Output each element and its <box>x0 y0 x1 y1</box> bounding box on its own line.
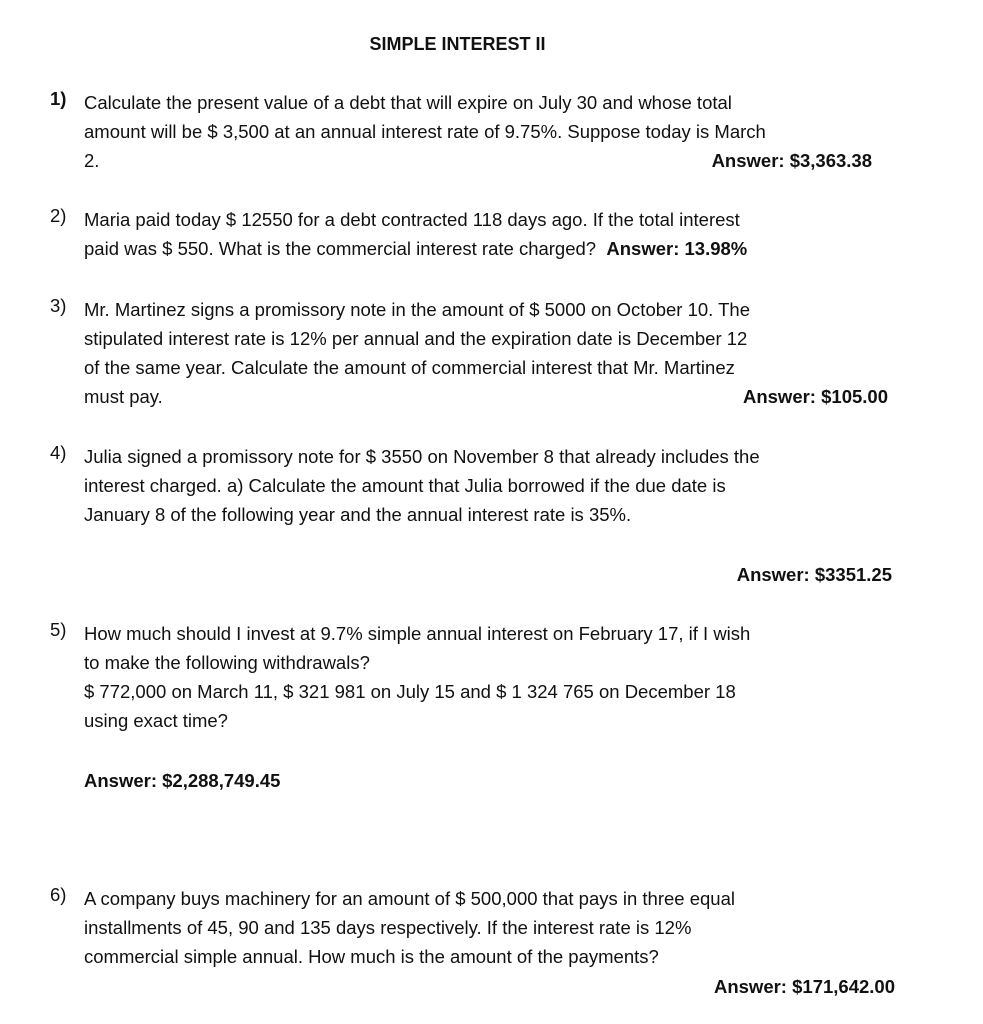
document-title: SIMPLE INTEREST II <box>369 34 546 54</box>
question-text-line: Calculate the present value of a debt that will expire on July 30 and whose total <box>84 92 732 113</box>
question-text-line: interest charged. a) Calculate the amount that Julia borrowed if the due date is <box>84 475 726 496</box>
answer: Answer: 13.98% <box>606 238 748 259</box>
question-number: 1) <box>50 88 67 109</box>
question-number: 6) <box>50 884 67 905</box>
question-text-line: commercial simple annual. How much is the amount of the payments? <box>84 946 659 967</box>
question-4 <box>50 442 910 585</box>
question-text-line: to make the following withdrawals? <box>84 652 370 673</box>
question-5 <box>50 619 910 791</box>
answer: Answer: $3351.25 <box>736 564 892 585</box>
question-number: 2) <box>50 205 67 226</box>
question-6 <box>50 884 910 997</box>
question-text-line: How much should I invest at 9.7% simple annual interest on February 17, if I wish <box>84 623 751 644</box>
question-text-line: Mr. Martinez signs a promissory note in the amount of $ 5000 on October 10. The <box>84 299 751 320</box>
question-text-line: A company buys machinery for an amount of $ 500,000 that pays in three equal <box>84 888 735 909</box>
question-text-line: Julia signed a promissory note for $ 3550 on November 8 that already includes the <box>84 446 760 467</box>
question-text-line: installments of 45, 90 and 135 days respectively. If the interest rate is 12% <box>84 917 692 938</box>
question-text-line: Maria paid today $ 12550 for a debt contracted 118 days ago. If the total interest <box>84 209 740 230</box>
question-text-line: of the same year. Calculate the amount of commercial interest that Mr. Martinez <box>84 357 735 378</box>
answer: Answer: $2,288,749.45 <box>84 770 281 791</box>
question-text-line: using exact time? <box>84 710 228 731</box>
question-text-line: stipulated interest rate is 12% per annual and the expiration date is December 12 <box>84 328 748 349</box>
question-number: 3) <box>50 295 67 316</box>
answer: Answer: $171,642.00 <box>713 976 895 997</box>
question-text-line: paid was $ 550. What is the commercial interest rate charged? <box>84 238 597 259</box>
answer: Answer: $105.00 <box>742 386 888 407</box>
question-text-line: 2. <box>84 150 100 171</box>
question-text-line: $ 772,000 on March 11, $ 321 981 on July 15 and $ 1 324 765 on December 18 <box>84 681 736 702</box>
answer: Answer: $3,363.38 <box>711 150 872 171</box>
question-3 <box>50 295 910 411</box>
question-number: 4) <box>50 442 67 463</box>
question-text-line: January 8 of the following year and the annual interest rate is 35%. <box>84 504 632 525</box>
question-2 <box>50 205 910 263</box>
question-text-line: must pay. <box>84 386 163 407</box>
question-1 <box>50 88 910 175</box>
question-number: 5) <box>50 619 67 640</box>
question-text-line: amount will be $ 3,500 at an annual interest rate of 9.75%. Suppose today is March <box>84 121 766 142</box>
